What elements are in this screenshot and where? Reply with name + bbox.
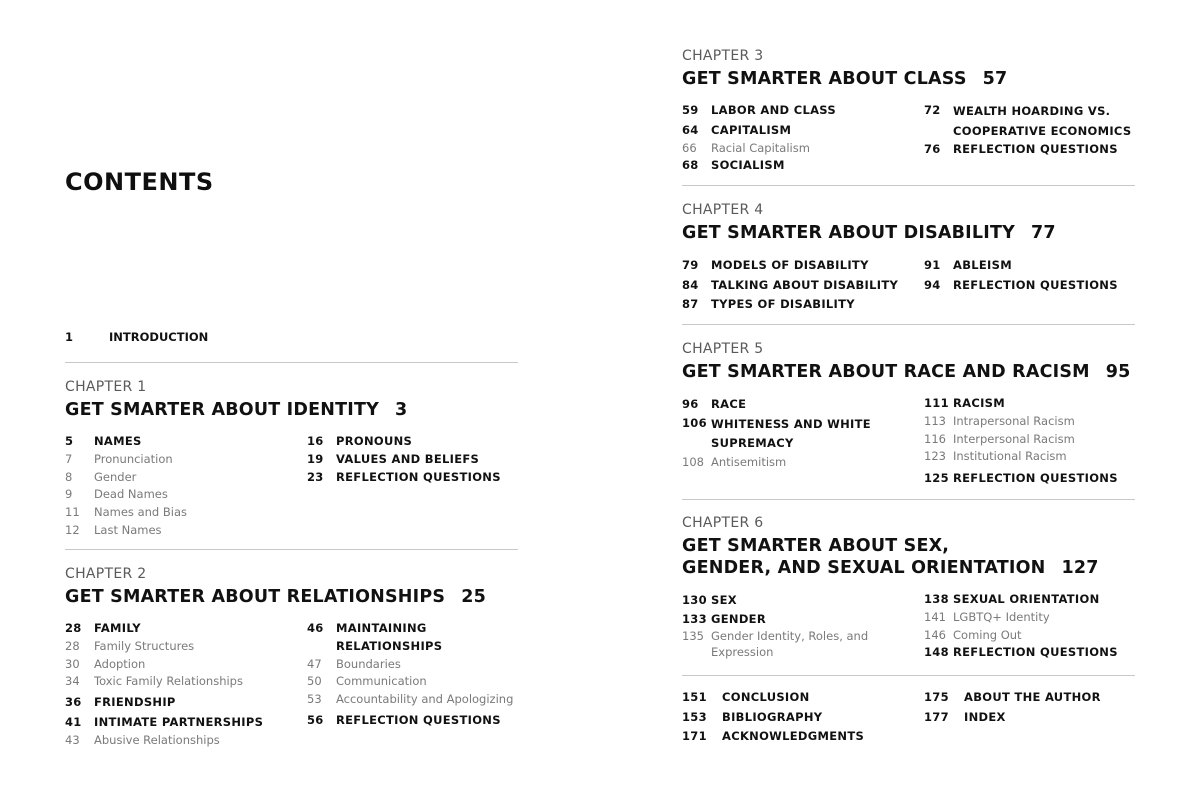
chapter-6-right-column xyxy=(924,591,1135,662)
page-number: 153 xyxy=(682,709,707,724)
chapter-6-left-column xyxy=(682,591,922,660)
chapter-1-right-column xyxy=(307,433,518,486)
chapter-3-left-column xyxy=(682,102,922,175)
page-number: 79 xyxy=(682,258,699,272)
page-number: 9 xyxy=(65,487,73,502)
toc-entry[interactable] xyxy=(65,714,305,732)
entry-label: Family Structures xyxy=(94,638,195,653)
page-number: 7 xyxy=(65,451,73,466)
chapter-1-left-column xyxy=(65,433,305,540)
toc-entry[interactable] xyxy=(924,256,1135,276)
toc-entry[interactable] xyxy=(682,256,922,276)
chapter-5 xyxy=(682,341,1135,490)
page-number: 96 xyxy=(682,397,699,411)
entry-label: CAPITALISM xyxy=(711,122,792,137)
page-number: 30 xyxy=(65,656,80,671)
page-number: 151 xyxy=(682,690,707,704)
chapter-title[interactable] xyxy=(682,535,1135,579)
entry-label: VALUES AND BELIEFS xyxy=(336,451,480,466)
page-number: 87 xyxy=(682,297,699,311)
page-number: 94 xyxy=(924,277,941,292)
entry-label: Boundaries xyxy=(336,656,401,671)
divider xyxy=(682,675,1135,676)
page-number: 8 xyxy=(65,469,73,484)
entry-label: REFLECTION QUESTIONS xyxy=(953,277,1118,292)
toc-entry-introduction[interactable] xyxy=(65,330,525,344)
entry-label: CONCLUSION xyxy=(722,690,810,704)
page-number: 125 xyxy=(924,471,949,486)
chapter-3-right-column xyxy=(924,102,1135,159)
toc-entry[interactable] xyxy=(924,591,1135,609)
page-number: 46 xyxy=(307,621,324,635)
chapter-4-left-column xyxy=(682,256,922,315)
chapter-label: CHAPTER 6 xyxy=(682,515,764,531)
entry-label: REFLECTION QUESTIONS xyxy=(336,469,501,484)
toc-entry[interactable] xyxy=(682,102,922,120)
toc-entry[interactable] xyxy=(924,395,1135,413)
entry-label: WHITENESS AND WHITE SUPREMACY xyxy=(711,416,871,450)
chapter-title[interactable] xyxy=(682,222,1135,244)
page-number: 130 xyxy=(682,593,707,607)
chapter-label: CHAPTER 3 xyxy=(682,48,764,64)
entry-label: Antisemitism xyxy=(711,454,787,469)
chapter-label: CHAPTER 5 xyxy=(682,341,764,357)
entry-label: ABOUT THE AUTHOR xyxy=(964,690,1101,704)
page-number: 72 xyxy=(924,103,941,117)
toc-subentry[interactable] xyxy=(65,673,305,691)
entry-label: INTIMATE PARTNERSHIPS xyxy=(94,714,264,729)
entry-label: Adoption xyxy=(94,656,146,671)
chapter-6 xyxy=(682,515,1135,666)
toc-entry[interactable] xyxy=(307,433,518,451)
entry-label: REFLECTION QUESTIONS xyxy=(336,712,501,727)
chapter-title-text: GET SMARTER ABOUT IDENTITY xyxy=(65,400,379,420)
chapter-2-left-column xyxy=(65,620,305,750)
chapter-4 xyxy=(682,202,1135,316)
page-number: 56 xyxy=(307,712,324,727)
toc-entry[interactable] xyxy=(924,276,1135,296)
entry-label: INTRODUCTION xyxy=(109,330,209,344)
toc-entry[interactable] xyxy=(65,620,305,638)
entry-label: LGBTQ+ Identity xyxy=(953,609,1050,624)
entry-label: SEX xyxy=(711,593,737,607)
entry-label: Gender Identity, Roles, and Expression xyxy=(711,629,869,659)
chapter-title[interactable] xyxy=(682,68,1135,90)
entry-label: WEALTH HOARDING VS. COOPERATIVE ECONOMICS xyxy=(953,104,1132,138)
toc-entry[interactable] xyxy=(307,451,518,469)
entry-label: ABLEISM xyxy=(953,258,1012,272)
page-number: 68 xyxy=(682,158,699,173)
chapter-5-left-column xyxy=(682,395,922,471)
toc-subentry[interactable] xyxy=(682,629,922,660)
chapter-title-text: GET SMARTER ABOUT CLASS xyxy=(682,69,967,89)
page-number: 53 xyxy=(307,692,322,707)
entry-label: Abusive Relationships xyxy=(94,732,220,747)
chapter-1 xyxy=(65,379,518,543)
toc-entry[interactable] xyxy=(682,122,922,140)
page-number: 116 xyxy=(924,431,946,446)
entry-label: REFLECTION QUESTIONS xyxy=(953,645,1118,660)
chapter-page-number: 57 xyxy=(982,69,1008,89)
entry-label: Gender xyxy=(94,469,137,484)
entry-label: MODELS OF DISABILITY xyxy=(711,258,869,272)
toc-entry[interactable] xyxy=(307,620,518,656)
endmatter-right-column xyxy=(924,688,1135,727)
page-number: 113 xyxy=(924,413,946,428)
toc-entry[interactable] xyxy=(65,694,305,712)
entry-label: Last Names xyxy=(94,522,162,537)
toc-subentry[interactable] xyxy=(65,451,305,469)
chapter-page-number: 95 xyxy=(1105,362,1131,382)
toc-subentry[interactable] xyxy=(307,656,518,674)
toc-entry-conclusion[interactable] xyxy=(682,688,922,708)
toc-entry[interactable] xyxy=(682,157,922,175)
page-number: 50 xyxy=(307,674,322,689)
page-number: 11 xyxy=(65,505,80,520)
page-number: 135 xyxy=(682,629,704,643)
chapter-3 xyxy=(682,48,1135,174)
entry-label: FRIENDSHIP xyxy=(94,695,176,710)
page-number: 1 xyxy=(65,330,74,344)
toc-entry[interactable] xyxy=(682,295,922,315)
page-number: 76 xyxy=(924,142,941,156)
toc-subentry[interactable] xyxy=(65,656,305,674)
page-number: 141 xyxy=(924,609,946,624)
toc-entry[interactable] xyxy=(307,469,518,487)
toc-subentry[interactable] xyxy=(924,448,1135,466)
page-number: 34 xyxy=(65,674,80,689)
chapter-label: CHAPTER 1 xyxy=(65,379,147,395)
toc-entry[interactable] xyxy=(682,395,922,415)
page-number: 84 xyxy=(682,277,699,292)
toc-subentry[interactable] xyxy=(924,627,1135,645)
entry-label: Pronunciation xyxy=(94,451,173,466)
entry-label: Toxic Family Relationships xyxy=(94,674,243,689)
chapter-title-text: GET SMARTER ABOUT DISABILITY xyxy=(682,223,1015,243)
entry-label: PRONOUNS xyxy=(336,434,413,448)
page-number: 91 xyxy=(924,258,941,272)
toc-entry[interactable] xyxy=(924,141,1135,159)
toc-entry[interactable] xyxy=(682,610,922,629)
chapter-page-number: 25 xyxy=(461,587,486,607)
page-number: 16 xyxy=(307,434,324,448)
toc-entry-index[interactable] xyxy=(924,708,1135,728)
entry-label: TYPES OF DISABILITY xyxy=(711,297,855,311)
entry-label: REFLECTION QUESTIONS xyxy=(953,142,1118,156)
chapter-page-number: 77 xyxy=(1030,223,1056,243)
entry-label: GENDER xyxy=(711,612,766,626)
chapter-title[interactable] xyxy=(682,361,1135,383)
toc-subentry[interactable] xyxy=(65,732,305,750)
entry-label: MAINTAINING RELATIONSHIPS xyxy=(336,621,443,653)
chapter-title-line-1: GET SMARTER ABOUT SEX, xyxy=(682,536,950,556)
toc-entry[interactable] xyxy=(682,415,922,454)
chapter-title[interactable] xyxy=(65,586,518,608)
entry-label: RACE xyxy=(711,397,747,411)
entry-label: ACKNOWLEDGMENTS xyxy=(722,729,865,743)
entry-label: FAMILY xyxy=(94,621,141,635)
chapter-label: CHAPTER 2 xyxy=(65,566,147,582)
chapter-2-right-column xyxy=(307,620,518,730)
page-number: 146 xyxy=(924,627,946,642)
chapter-title[interactable] xyxy=(65,399,518,421)
chapter-title-text: GENDER, AND SEXUAL ORIENTATION xyxy=(682,558,1046,578)
page-number: 19 xyxy=(307,451,324,466)
page-number: 175 xyxy=(924,690,949,704)
toc-subentry[interactable] xyxy=(65,638,305,656)
page-number: 66 xyxy=(682,140,697,155)
page-number: 59 xyxy=(682,103,699,117)
page-number: 36 xyxy=(65,695,82,710)
page-number: 123 xyxy=(924,449,946,464)
divider xyxy=(65,549,518,550)
toc-entry[interactable] xyxy=(924,470,1135,488)
entry-label: INDEX xyxy=(964,709,1006,724)
entry-label: Intrapersonal Racism xyxy=(953,413,1075,428)
divider xyxy=(682,499,1135,500)
page-number: 41 xyxy=(65,714,82,729)
page-number: 23 xyxy=(307,469,324,484)
entry-label: Institutional Racism xyxy=(953,449,1067,464)
page-number: 12 xyxy=(65,522,80,537)
toc-subentry[interactable] xyxy=(924,413,1135,431)
entry-label: SOCIALISM xyxy=(711,158,785,173)
entry-label: Interpersonal Racism xyxy=(953,431,1075,446)
chapter-title-text: GET SMARTER ABOUT RELATIONSHIPS xyxy=(65,587,446,607)
divider xyxy=(65,362,518,363)
chapter-2 xyxy=(65,566,518,750)
page-number: 177 xyxy=(924,709,949,724)
page-number: 64 xyxy=(682,122,699,137)
page-number: 108 xyxy=(682,454,704,469)
toc-entry[interactable] xyxy=(924,644,1135,662)
page-number: 47 xyxy=(307,656,322,671)
entry-label: Names and Bias xyxy=(94,505,187,520)
entry-label: Coming Out xyxy=(953,627,1022,642)
toc-entry[interactable] xyxy=(65,433,305,451)
page-number: 133 xyxy=(682,612,707,626)
page-number: 28 xyxy=(65,638,80,653)
toc-subentry[interactable] xyxy=(924,609,1135,627)
endmatter-left-column xyxy=(682,688,922,747)
entry-label: Dead Names xyxy=(94,487,168,502)
toc-subentry[interactable] xyxy=(65,469,305,487)
entry-label: Accountability and Apologizing xyxy=(336,692,514,707)
page-number: 138 xyxy=(924,592,949,606)
entry-label: TALKING ABOUT DISABILITY xyxy=(711,277,899,292)
toc-subentry[interactable] xyxy=(682,454,922,472)
toc-entry[interactable] xyxy=(924,102,1135,141)
entry-label: SEXUAL ORIENTATION xyxy=(953,592,1100,606)
entry-label: NAMES xyxy=(94,434,142,448)
page-number: 111 xyxy=(924,396,949,410)
entry-label: Communication xyxy=(336,674,427,689)
chapter-page-number: 3 xyxy=(394,400,408,420)
page-number: 148 xyxy=(924,645,949,660)
chapter-page-number: 127 xyxy=(1061,558,1099,578)
chapter-5-right-column xyxy=(924,395,1135,488)
toc-entry[interactable] xyxy=(682,591,922,610)
chapter-4-right-column xyxy=(924,256,1135,295)
entry-label: LABOR AND CLASS xyxy=(711,103,836,117)
page-number: 43 xyxy=(65,732,80,747)
chapter-title-text: GET SMARTER ABOUT RACE AND RACISM xyxy=(682,362,1090,382)
chapter-label: CHAPTER 4 xyxy=(682,202,764,218)
page-title: CONTENTS xyxy=(65,168,214,196)
toc-subentry[interactable] xyxy=(307,691,518,709)
toc-subentry[interactable] xyxy=(65,486,305,504)
toc-entry-bibliography[interactable] xyxy=(682,708,922,728)
entry-label: RACISM xyxy=(953,396,1006,410)
toc-subentry[interactable] xyxy=(682,140,922,158)
page-number: 28 xyxy=(65,621,82,635)
page-number: 106 xyxy=(682,415,707,430)
toc-subentry[interactable] xyxy=(65,522,305,540)
entry-label: BIBLIOGRAPHY xyxy=(722,709,823,724)
toc-subentry[interactable] xyxy=(65,504,305,522)
entry-label: REFLECTION QUESTIONS xyxy=(953,471,1118,486)
entry-label: Racial Capitalism xyxy=(711,140,810,155)
toc-entry[interactable] xyxy=(682,276,922,296)
toc-entry[interactable] xyxy=(307,712,518,730)
toc-subentry[interactable] xyxy=(924,431,1135,449)
toc-entry-acknowledgments[interactable] xyxy=(682,727,922,747)
toc-entry-about-the-author[interactable] xyxy=(924,688,1135,708)
page-number: 5 xyxy=(65,434,74,448)
page-number: 171 xyxy=(682,729,707,743)
divider xyxy=(682,324,1135,325)
toc-subentry[interactable] xyxy=(307,673,518,691)
divider xyxy=(682,185,1135,186)
